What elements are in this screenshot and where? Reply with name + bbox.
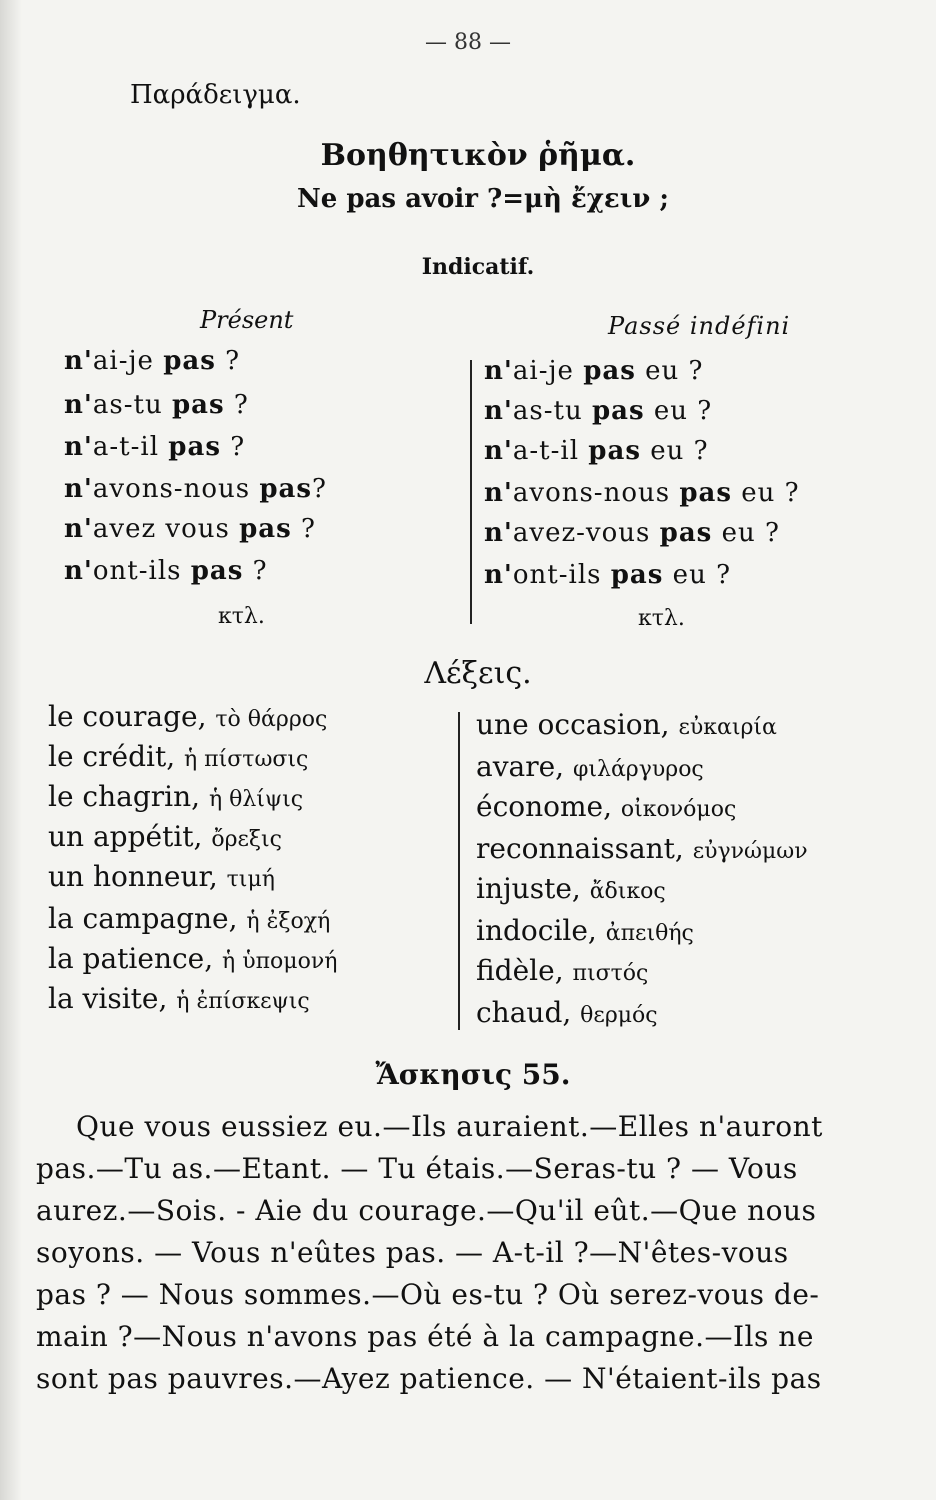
- exercise-line: sont pas pauvres.—Ayez patience. — N'étaient-ils pas: [36, 1362, 822, 1395]
- column-divider: [470, 360, 472, 624]
- exercise-line: soyons. — Vous n'eûtes pas. — A-t-il ?—N'êtes-vous: [36, 1236, 789, 1269]
- present-row: n'avons-nous pas?: [64, 474, 327, 504]
- present-row: n'ai-je pas ?: [64, 346, 241, 376]
- exercise-line: Que vous eussiez eu.—Ils auraient.—Elles n'auront: [76, 1110, 823, 1143]
- vocab-item: la campagne, ἡ ἐξοχή: [48, 902, 331, 935]
- passe-etc: κτλ.: [638, 606, 685, 631]
- exercise-line: pas ? — Nous sommes.—Où es-tu ? Où serez-vous de-: [36, 1278, 820, 1311]
- vocab-item: une occasion, εὐκαιρία: [476, 708, 777, 741]
- vocab-item: le courage, τὸ θάρρος: [48, 700, 328, 733]
- exercise-line: aurez.—Sois. - Aie du courage.—Qu'il eût.—Que nous: [36, 1194, 817, 1227]
- present-row: n'ont-ils pas ?: [64, 556, 268, 586]
- vocab-item: le chagrin, ἡ θλίψις: [48, 780, 304, 813]
- page-number: — 88 —: [425, 30, 511, 55]
- vocab-item: reconnaissant, εὐγνώμων: [476, 832, 808, 865]
- passe-row: n'avez-vous pas eu ?: [484, 518, 780, 548]
- page-binding-edge: [0, 0, 22, 1500]
- passe-row: n'as-tu pas eu ?: [484, 396, 713, 426]
- passe-row: n'avons-nous pas eu ?: [484, 478, 800, 508]
- heading-auxiliary-verb: Βοηθητικὸν ῥῆμα.: [320, 138, 636, 173]
- present-row: n'avez vous pas ?: [64, 514, 316, 544]
- vocab-item: fidèle, πιστός: [476, 954, 649, 987]
- vocab-item: la visite, ἡ ἐπίσκεψις: [48, 982, 310, 1015]
- vocab-item: avare, φιλάργυρος: [476, 750, 704, 783]
- present-row: n'a-t-il pas ?: [64, 432, 246, 462]
- passe-row: n'a-t-il pas eu ?: [484, 436, 709, 466]
- exercise-line: main ?—Nous n'avons pas été à la campagne.—Ils ne: [36, 1320, 814, 1353]
- vocab-item: injuste, ἄδικος: [476, 872, 666, 905]
- present-etc: κτλ.: [218, 604, 265, 629]
- vocab-item: chaud, θερμός: [476, 996, 658, 1029]
- vocab-item: un honneur, τιμή: [48, 860, 275, 893]
- exercise-title: Ἄσκησις 55.: [375, 1058, 571, 1091]
- vocab-item: économe, οἰκονόμος: [476, 790, 737, 823]
- passe-row: n'ai-je pas eu ?: [484, 356, 704, 386]
- vocab-item: un appétit, ὄρεξις: [48, 820, 282, 853]
- exercise-line: pas.—Tu as.—Etant. — Tu étais.—Seras-tu ? — Vous: [36, 1152, 798, 1185]
- present-title: Présent: [200, 306, 294, 334]
- vocab-item: indocile, ἀπειθής: [476, 914, 694, 947]
- heading-phrase: Ne pas avoir ?=μὴ ἔχειν ;: [297, 184, 669, 214]
- heading-mood: Indicatif.: [421, 254, 535, 280]
- passe-row: n'ont-ils pas eu ?: [484, 560, 732, 590]
- example-label: Παράδειγμα.: [130, 80, 301, 110]
- vocabulary-divider: [458, 712, 460, 1030]
- vocabulary-title: Λέξεις.: [424, 656, 532, 691]
- passe-indefini-title: Passé indéfini: [608, 312, 791, 340]
- vocab-item: la patience, ἡ ὑπομονή: [48, 942, 338, 975]
- present-row: n'as-tu pas ?: [64, 390, 249, 420]
- vocab-item: le crédit, ἡ πίστωσις: [48, 740, 309, 773]
